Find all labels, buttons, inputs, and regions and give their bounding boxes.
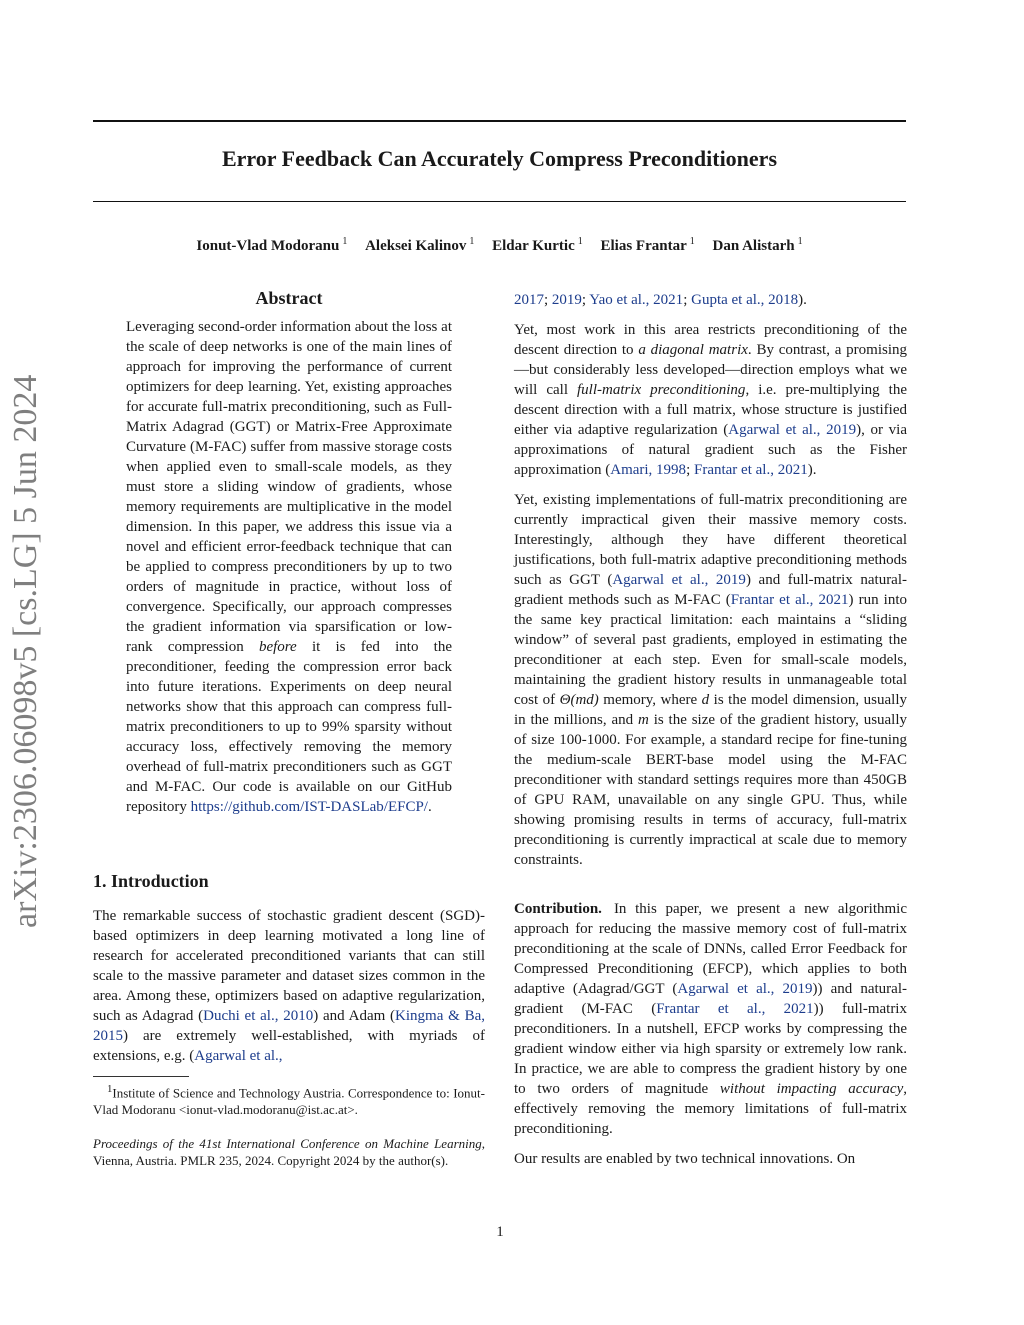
title-rule-top bbox=[93, 120, 906, 122]
title-rule-bottom bbox=[93, 201, 906, 202]
footnote-rule bbox=[93, 1076, 189, 1077]
citation-link[interactable]: Gupta et al., 2018 bbox=[691, 292, 799, 308]
paragraph-results: Our results are enabled by two technical innovations. On bbox=[514, 1151, 856, 1167]
left-column bbox=[93, 288, 485, 1169]
abstract-body: Leveraging second-order information about the loss at the scale of deep networks is one of the main lines of approach for improving the performance of current optimizers for deep learning. Yet, existing approaches for accurate full-matrix preconditioning, such as Full-Matrix Adagrad (GGT) or Matrix-Free Approximate Curvature (M-FAC) suffer from massive storage costs when applied even to small-scale models, as they must store a sliding window of gradients, whose memory requirements are multiplicative in the model dimension. In this paper, we address this issue via a novel and efficient error-feedback technique that can be applied to compress preconditioners by up to two orders of magnitude in practice, without loss of convergence. Specifically, our approach compresses the gradient information via sparsification or low-rank compression before it is fed into the preconditioner, feeding the compression error back into future iterations. Experiments on deep neural networks show that this approach can compress full-matrix preconditioners to up to 99% sparsity without accuracy loss, effectively removing the memory overhead of full-matrix preconditioners such as GGT and M-FAC. Our code is available on our GitHub repository https://github.com/IST-DASLab/EFCP/. bbox=[126, 319, 453, 815]
right-column bbox=[514, 290, 907, 1169]
citation-link[interactable]: Frantar et al., 2021 bbox=[730, 592, 849, 608]
paragraph-contribution: Contribution. In this paper, we present a new algorithmic approach for reducing the massive memory cost of full-matrix preconditioning at the scale of DNNs, called Error Feedback for Compressed Preconditioning (EFCP), which applies to both adaptive (Adagrad/GGT (Agarwal et al., 2019)) and natural-gradient (M-FAC (Frantar et al., 2021)) full-matrix preconditioners. In a nutshell, EFCP works by compressing the gradient window either via high sparsity or extremely low rank. In practice, we are able to compress the gradient history by one to two orders of magnitude without impacting accuracy, effectively removing the memory limitations of full-matrix preconditioning. bbox=[514, 901, 907, 1137]
abstract-heading: Abstract bbox=[255, 288, 323, 308]
citation-link[interactable]: Kingma & Ba, 2015 bbox=[93, 1008, 485, 1044]
citation-link[interactable]: Agarwal et al., 2019 bbox=[728, 422, 857, 438]
footnote-proceedings: Proceedings of the 41st International Conference on Machine Learning, Vienna, Austria. PMLR 235, 2024. Copyright 2024 by the author(s). bbox=[93, 1136, 485, 1169]
paper-title: Error Feedback Can Accurately Compress Preconditioners bbox=[221, 146, 778, 171]
citation-link[interactable]: 2019 bbox=[551, 292, 582, 308]
author: Dan Alistarh $^1$ bbox=[712, 236, 803, 254]
paragraph-full-matrix: Yet, most work in this area restricts preconditioning of the descent direction to a diagonal matrix. By contrast, a promising—but considerably less developed—direction employs what we will call full-matrix preconditioning, i.e. pre-multiplying the descent direction with a full matrix, whose structure is justified either via adaptive regularization (Agarwal et al., 2019), or via approximations of natural gradient such as the Fisher approximation (Amari, 1998; Frantar et al., 2021). bbox=[514, 322, 908, 478]
citation-link[interactable]: Duchi et al., 2010 bbox=[203, 1008, 314, 1024]
citation-link[interactable]: Agarwal et al., 2019 bbox=[677, 981, 813, 997]
citation-link[interactable]: Agarwal et al., 2019 bbox=[612, 572, 746, 588]
arxiv-identifier-stamp: arXiv:2306.06098v5 [cs.LG] 5 Jun 2024 bbox=[7, 374, 44, 928]
citation-link[interactable]: Yao et al., 2021 bbox=[589, 292, 684, 308]
citation-link[interactable]: Frantar et al., 2021 bbox=[656, 1001, 814, 1017]
citation-link[interactable]: Frantar et al., 2021 bbox=[693, 462, 808, 478]
author: Ionut-Vlad Modoranu $^1$ bbox=[196, 236, 348, 254]
footnote-affiliation: $^1$Institute of Science and Technology Austria. Correspondence to: Ionut-Vlad Modoranu <ionut-vlad.modoranu@ist.ac.at>. bbox=[93, 1083, 485, 1118]
author: Elias Frantar $^1$ bbox=[600, 236, 695, 254]
author-list bbox=[93, 236, 906, 255]
citation-link[interactable]: Amari, 1998 bbox=[610, 462, 687, 478]
github-link[interactable]: https://github.com/IST-DASLab/EFCP/ bbox=[190, 799, 428, 815]
citation-link[interactable]: Agarwal et al., bbox=[194, 1048, 283, 1064]
author: Aleksei Kalinov $^1$ bbox=[365, 236, 475, 254]
continued-citations: 2017; 2019; Yao et al., 2021; Gupta et al., 2018). bbox=[514, 292, 807, 308]
author: Eldar Kurtic $^1$ bbox=[492, 236, 583, 254]
paragraph-memory-costs: Yet, existing implementations of full-matrix preconditioning are currently impractical given their massive memory costs. Interestingly, although they have different theoretical justifications, both full-matrix adaptive preconditioning methods such as GGT (Agarwal et al., 2019) and full-matrix natural-gradient methods such as M-FAC (Frantar et al., 2021) run into the same key practical limitation: each maintains a “sliding window” of several past gradients, employed in estimating the preconditioner at each step. Even for small-scale models, maintaining the gradient history results in unmanageable total cost of Θ(md) memory, where d is the model dimension, usually in the millions, and m is the size of the gradient history, usually of size 100-1000. For example, a standard recipe for fine-tuning the medium-scale BERT-base model using the M-FAC preconditioner with standard settings requires more than 450GB of GPU RAM, unavailable on any single GPU. Thus, while showing promising results in terms of accuracy, full-matrix preconditioning is currently impractical at scale due to memory constraints. bbox=[514, 492, 908, 868]
intro-paragraph: The remarkable success of stochastic gradient descent (SGD)-based optimizers in deep learning motivated a long line of research for accelerated preconditioned variants that can still scale to the massive parameter and dataset sizes common in the area. Among these, optimizers based on adaptive regularization, such as Adagrad (Duchi et al., 2010) and Adam (Kingma & Ba, 2015) are extremely well-established, with myriads of extensions, e.g. (Agarwal et al., bbox=[93, 908, 485, 1064]
section-heading-introduction: 1. Introduction bbox=[93, 871, 209, 891]
citation-link[interactable]: 2017 bbox=[514, 292, 544, 308]
page-number: 1 bbox=[496, 1224, 504, 1240]
